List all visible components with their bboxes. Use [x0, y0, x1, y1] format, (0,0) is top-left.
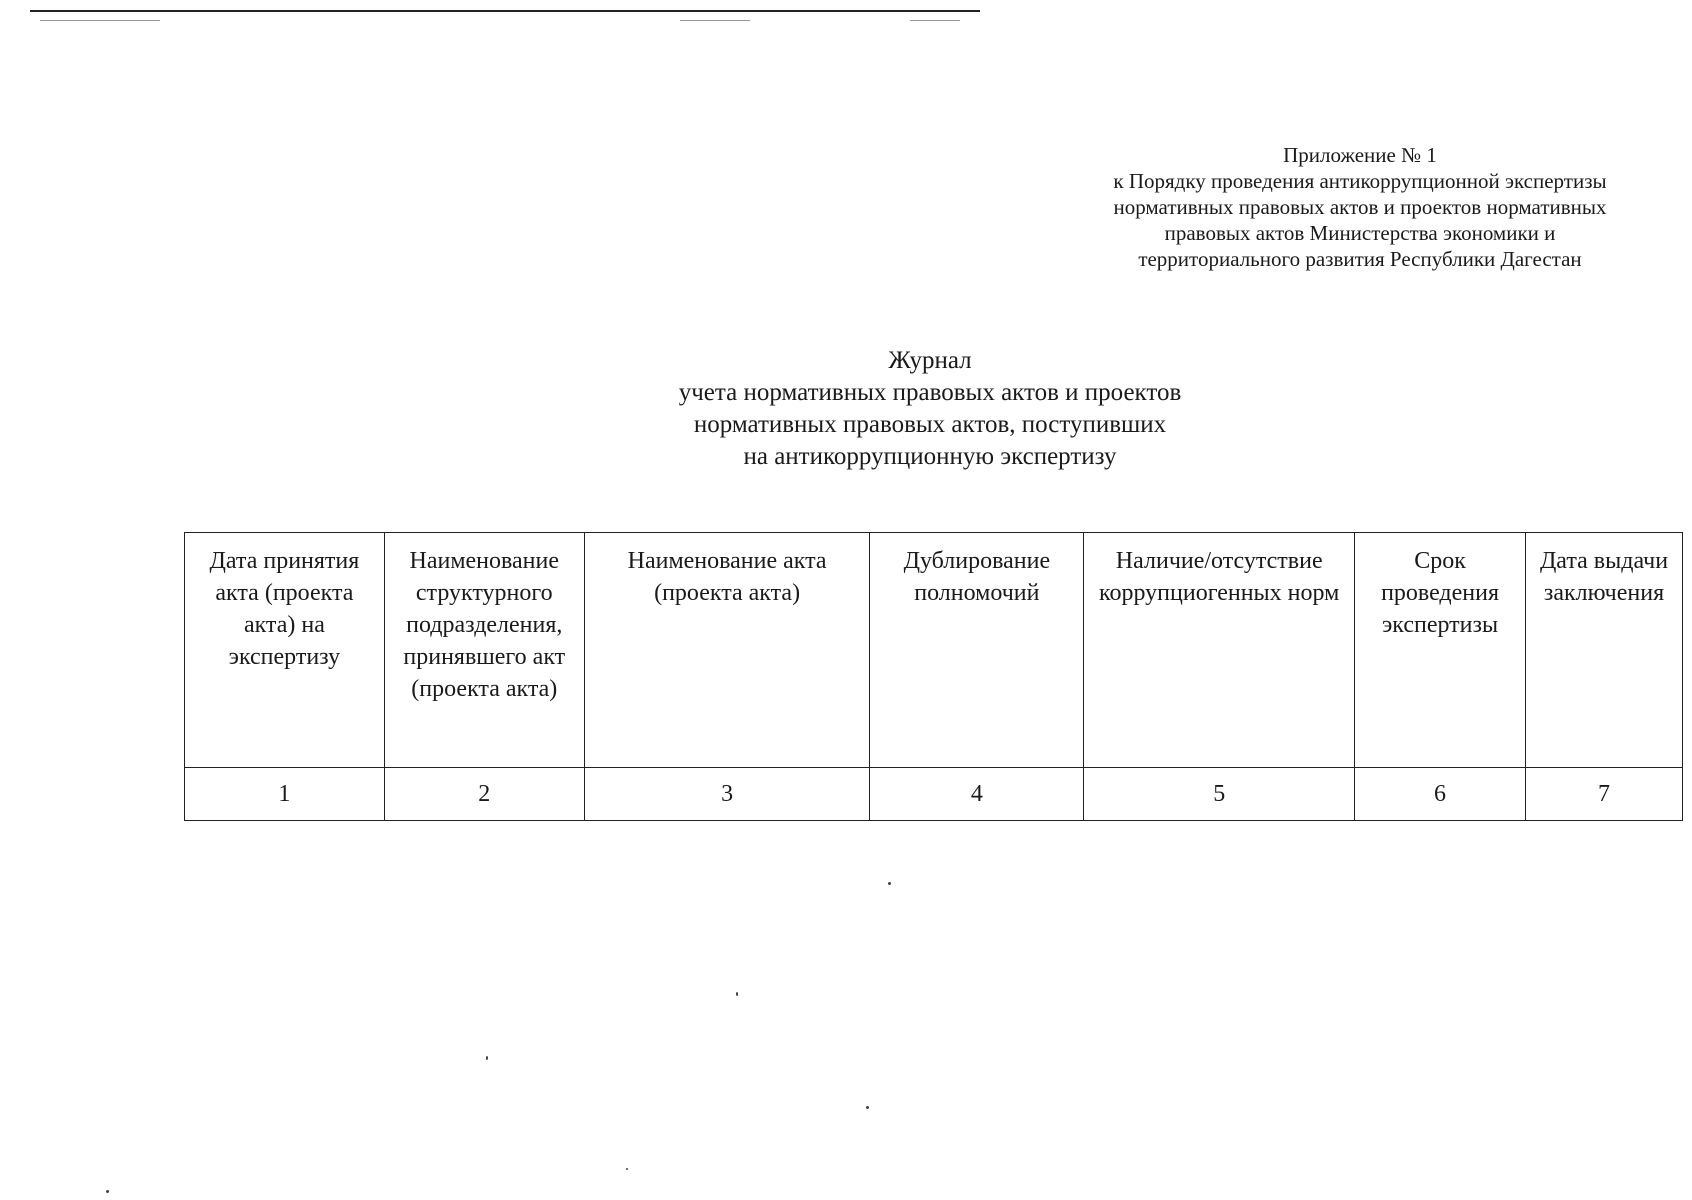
appendix-line: нормативных правовых актов и проектов нормативных — [1113, 195, 1607, 219]
scan-speck — [106, 1190, 109, 1193]
scan-speck — [486, 1056, 488, 1060]
column-number: 4 — [870, 768, 1084, 821]
scan-speck — [626, 1168, 628, 1170]
table-header-row — [185, 533, 1683, 768]
column-number: 5 — [1084, 768, 1355, 821]
scan-faint-rule — [910, 20, 960, 21]
appendix-line: правовых актов Министерства экономики и — [1164, 221, 1556, 245]
appendix-line: к Порядку проведения антикоррупционной экспертизы — [1113, 169, 1607, 193]
appendix-number: Приложение № 1 — [1283, 143, 1437, 167]
header-cell-corruption-norms: Наличие/отсутствие коррупциогенных норм — [1084, 533, 1355, 768]
header-cell-department: Наименование структурного подразделения, принявшего акт (проекта акта) — [384, 533, 584, 768]
title-line: учета нормативных правовых актов и проектов — [678, 379, 1182, 406]
table-number-row — [185, 768, 1683, 821]
appendix-note — [1070, 142, 1650, 272]
header-cell-duplication: Дублирование полномочий — [870, 533, 1084, 768]
scan-faint-rule — [680, 20, 750, 21]
column-number: 6 — [1355, 768, 1526, 821]
column-number: 2 — [384, 768, 584, 821]
column-number: 1 — [185, 768, 385, 821]
appendix-line: территориального развития Республики Дагестан — [1138, 247, 1582, 271]
title-line: на антикоррупционную экспертизу — [743, 443, 1117, 470]
scan-speck — [866, 1106, 869, 1109]
column-number: 7 — [1526, 768, 1683, 821]
journal-table — [184, 532, 1683, 821]
header-cell-act-name: Наименование акта (проекта акта) — [584, 533, 870, 768]
scan-top-rule — [30, 10, 980, 12]
scan-faint-rule — [40, 20, 160, 21]
journal-title — [580, 345, 1280, 473]
scan-speck — [888, 882, 891, 885]
title-line: нормативных правовых актов, поступивших — [693, 411, 1167, 438]
scan-speck — [736, 992, 738, 996]
header-cell-review-period: Срок проведения экспертизы — [1355, 533, 1526, 768]
header-cell-acceptance-date: Дата принятия акта (проекта акта) на экспертизу — [185, 533, 385, 768]
header-cell-conclusion-date: Дата выдачи заключения — [1526, 533, 1683, 768]
column-number: 3 — [584, 768, 870, 821]
title-heading: Журнал — [888, 347, 972, 374]
